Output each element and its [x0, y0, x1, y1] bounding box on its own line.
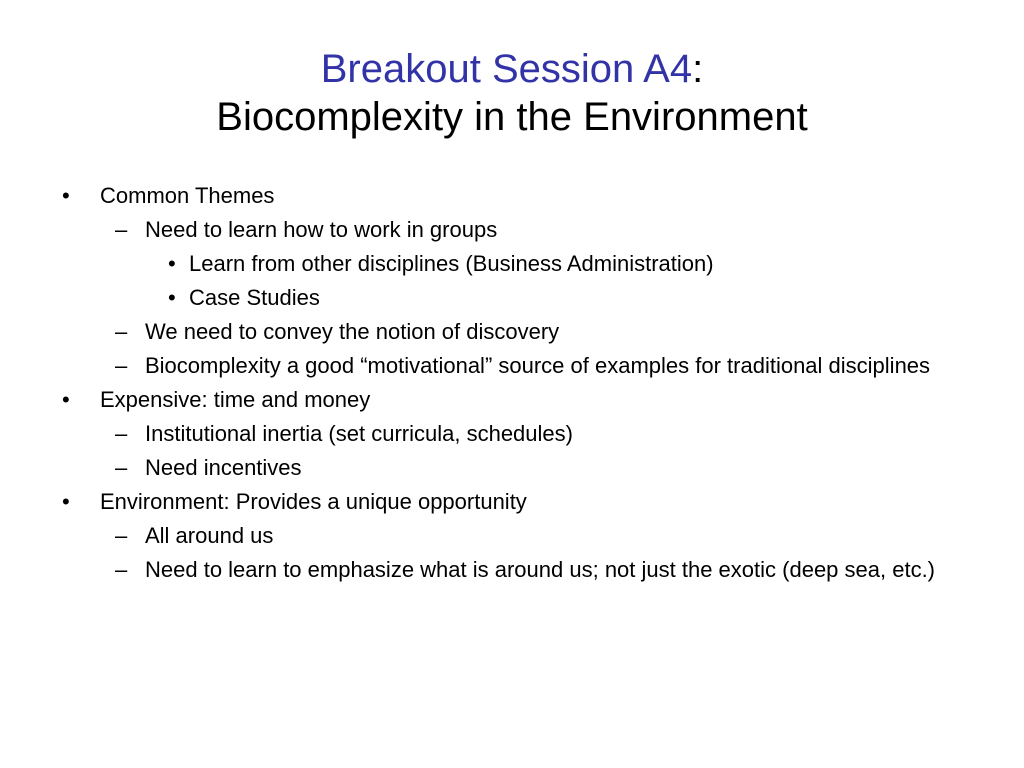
bullet-text: All around us: [145, 523, 274, 548]
bullet-text: Institutional inertia (set curricula, schedules): [145, 421, 573, 446]
dash-marker: –: [115, 353, 128, 378]
bullet-marker: •: [168, 251, 176, 276]
bullet-text: Case Studies: [189, 285, 320, 310]
bullet-text: We need to convey the notion of discovery: [145, 319, 560, 344]
bullet-marker: •: [62, 489, 70, 514]
title-line-2: Biocomplexity in the Environment: [216, 95, 808, 139]
title-colon: :: [692, 47, 704, 91]
bullet-marker: •: [168, 285, 176, 310]
bullet-text: Need to learn to emphasize what is around us; not just the exotic (deep sea, etc.): [145, 557, 936, 582]
sub-bullet-emphasize-around-us: [60, 557, 980, 583]
sub-sub-bullet-case-studies: [60, 285, 980, 311]
bullet-marker: •: [62, 183, 70, 208]
bullet-text: Environment: Provides a unique opportunity: [100, 489, 527, 514]
sub-bullet-motivational-source: [60, 353, 980, 379]
bullet-expensive: [60, 387, 980, 413]
sub-bullet-all-around-us: [60, 523, 980, 549]
bullet-text: Need incentives: [145, 455, 302, 480]
sub-bullet-need-incentives: [60, 455, 980, 481]
dash-marker: –: [115, 455, 128, 480]
bullet-common-themes: [60, 183, 980, 209]
bullet-text: Biocomplexity a good “motivational” source of examples for traditional disciplines: [145, 353, 931, 378]
dash-marker: –: [115, 319, 128, 344]
dash-marker: –: [115, 523, 128, 548]
dash-marker: –: [115, 557, 128, 582]
sub-bullet-discovery: [60, 319, 980, 345]
dash-marker: –: [115, 421, 128, 446]
sub-sub-bullet-other-disciplines: [60, 251, 980, 277]
title-session-label: Breakout Session A4: [320, 47, 693, 91]
bullet-text: Common Themes: [100, 183, 275, 208]
title-line-1: [0, 45, 1024, 93]
slide-title: [0, 45, 1024, 141]
dash-marker: –: [115, 217, 128, 242]
bullet-list: [60, 183, 980, 591]
bullet-text: Expensive: time and money: [100, 387, 371, 412]
bullet-marker: •: [62, 387, 70, 412]
bullet-text: Learn from other disciplines (Business Administration): [189, 251, 714, 276]
sub-bullet-work-in-groups: [60, 217, 980, 243]
sub-bullet-institutional-inertia: [60, 421, 980, 447]
bullet-text: Need to learn how to work in groups: [145, 217, 498, 242]
bullet-environment: [60, 489, 980, 515]
